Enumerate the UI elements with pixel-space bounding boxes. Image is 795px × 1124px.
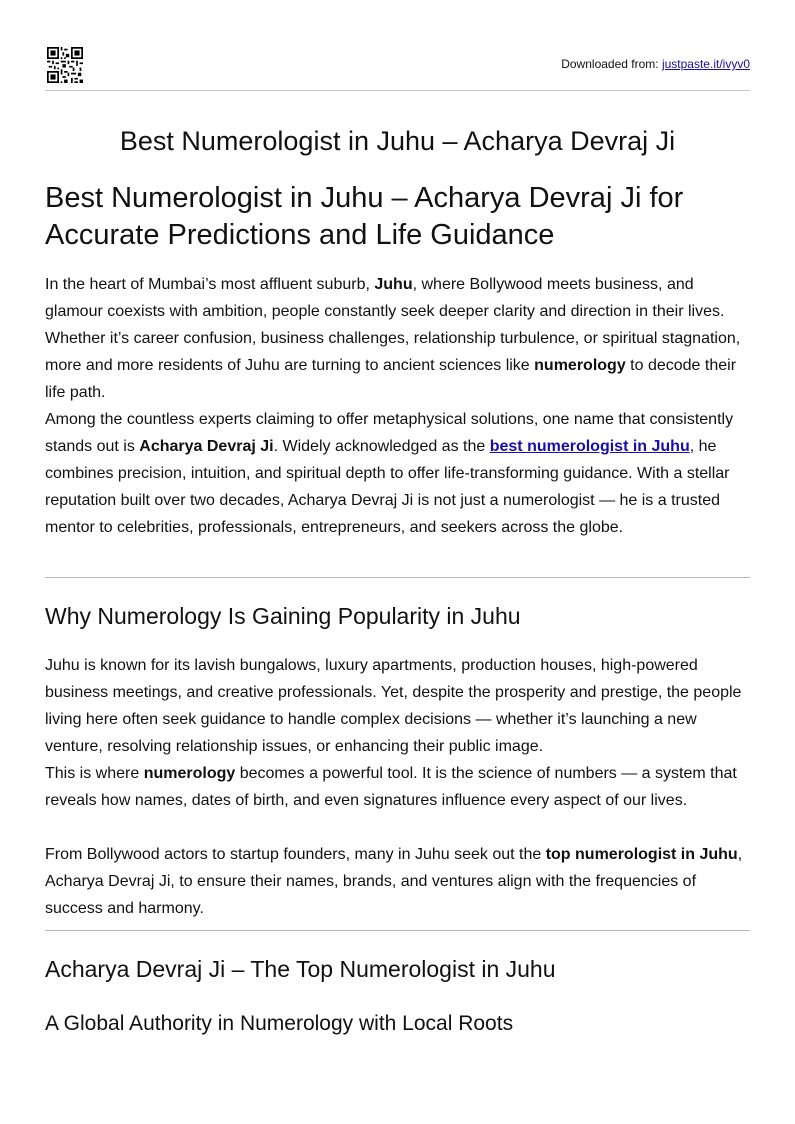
why-paragraph-1: Juhu is known for its lavish bungalows, luxury apartments, production houses, high-powered business meetings, and creative professionals. Yet, despite the prosperity and prestige, the people living here often seek guidance to handle complex decisions — whether it’s launching a new venture, resolving relationship issues, or enhancing their public image. xyxy=(45,657,742,755)
section-heading-why-numerology: Why Numerology Is Gaining Popularity in Juhu xyxy=(45,603,521,629)
downloaded-label: Downloaded from: xyxy=(561,57,659,71)
main-title: Best Numerologist in Juhu – Acharya Devraj Ji for Accurate Predictions and Life Guidance xyxy=(45,182,684,251)
why-paragraph-3: From Bollywood actors to startup founders, many in Juhu seek out the top numerologist in Juhu, Acharya Devraj Ji, to ensure their names, brands, and ventures align with the frequencies of success and harmony. xyxy=(45,846,743,917)
download-header xyxy=(45,0,750,91)
section-divider xyxy=(45,577,750,578)
best-numerologist-link[interactable]: best numerologist in Juhu xyxy=(489,438,690,455)
why-paragraph-2: This is where numerology becomes a powerful tool. It is the science of numbers — a system that reveals how names, dates of birth, and even signatures influence every aspect of our lives. xyxy=(45,765,737,809)
source-link[interactable]: justpaste.it/ivyv0 xyxy=(661,57,750,71)
qr-code-icon xyxy=(47,47,83,83)
subheading-global-authority: A Global Authority in Numerology with Local Roots xyxy=(45,1012,514,1035)
document-page xyxy=(45,0,750,1035)
download-source xyxy=(561,57,750,71)
section-divider xyxy=(45,930,750,931)
intro-paragraph-2: Among the countless experts claiming to offer metaphysical solutions, one name that consistently stands out is Acharya Devraj Ji. Widely acknowledged as the best numerologist in Juhu, he combines precision, intuition, and spiritual depth to offer life-transforming guidance. With a stellar reputation built over two decades, Acharya Devraj Ji is not just a numerologist — he is a trusted mentor to celebrities, professionals, entrepreneurs, and seekers across the globe. xyxy=(45,411,734,536)
intro-paragraph-1: In the heart of Mumbai’s most affluent suburb, Juhu, where Bollywood meets business, and glamour coexists with ambition, people constantly seek deeper clarity and direction in their lives. Whether it’s career confusion, business challenges, relationship turbulence, or spiritual stagnation, more and more residents of Juhu are turning to ancient sciences like numerology to decode their life path. xyxy=(45,276,741,401)
section-heading-top-numerologist: Acharya Devraj Ji – The Top Numerologist in Juhu xyxy=(45,956,556,982)
document-title: Best Numerologist in Juhu – Acharya Devraj Ji xyxy=(119,126,676,156)
